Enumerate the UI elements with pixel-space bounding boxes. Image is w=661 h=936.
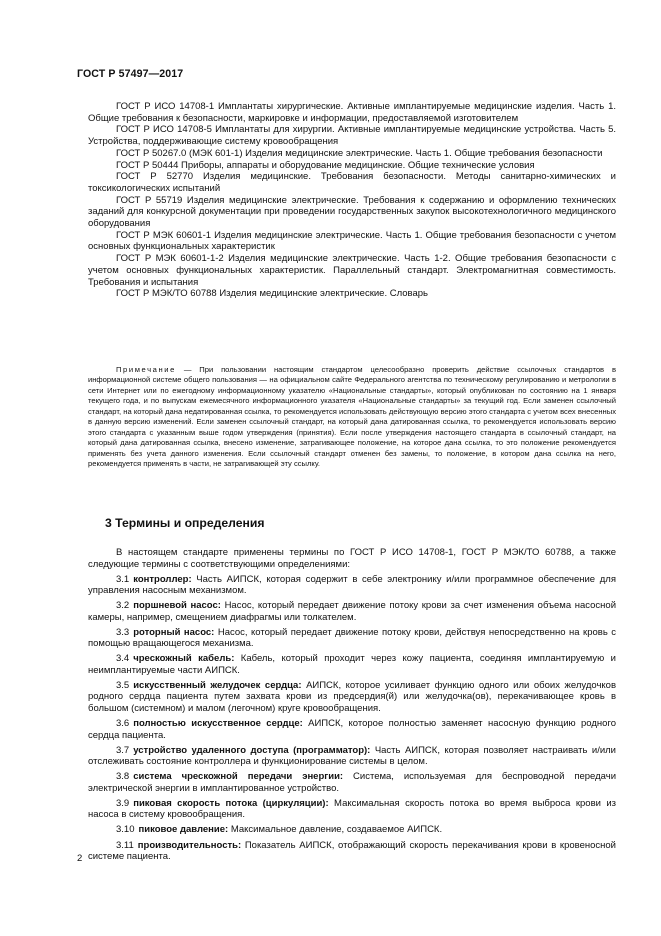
reference-item: ГОСТ Р 50444 Приборы, аппараты и оборудование медицинские. Общие технические условия <box>116 159 535 171</box>
term-number: 3.3 <box>116 626 130 638</box>
term-definition: Система, используемая для беспроводной передачи электрической энергии в имплантированное устройство. <box>88 771 616 794</box>
term-entry <box>88 745 616 768</box>
term-number: 3.10 <box>116 824 135 836</box>
term-definition: Максимальное давление, создаваемое АИПСК. <box>228 824 443 836</box>
term-name: роторный насос: <box>133 626 215 638</box>
term-definition: Кабель, который проходит через кожу пациента, соединяя имплантируемую и неимплантируемые части АИПСК. <box>88 653 616 676</box>
term-name: чрескожный кабель: <box>133 653 235 665</box>
term-name: устройство удаленного доступа (программатор): <box>133 744 371 756</box>
reference-item: ГОСТ Р МЭК 60601-1 Изделия медицинские электрические. Часть 1. Общие требования безопасности с учетом основных функциональных характеристик <box>88 229 616 253</box>
reference-item: ГОСТ Р 52770 Изделия медицинские. Требования безопасности. Методы санитарно-химических и токсикологических испытаний <box>88 171 616 194</box>
term-number: 3.4 <box>116 653 130 665</box>
term-entry <box>88 824 616 836</box>
term-name: производительность: <box>137 839 242 851</box>
term-entry <box>88 798 616 821</box>
term-definition: Часть АИПСК, которая позволяет настраивать и/или отслеживать состояние контроллера и функционирование системы в целом. <box>88 744 616 768</box>
term-name: искусственный желудочек сердца: <box>133 679 302 691</box>
term-number: 3.1 <box>116 573 130 585</box>
note-paragraph <box>88 365 616 470</box>
term-entry <box>88 680 616 715</box>
term-name: контроллер: <box>133 573 192 585</box>
reference-item: ГОСТ Р ИСО 14708-1 Имплантаты хирургические. Активные имплантируемые медицинские изделия. Часть 1. Общие требования к безопасности, маркировке и информации, предоставляемой изготовителем <box>88 101 616 124</box>
term-entry <box>88 653 616 676</box>
section-intro: В настоящем стандарте применены термины по ГОСТ Р ИСО 14708-1, ГОСТ Р МЭК/ТО 60788, а также следующие термины с соответствующими определениями: <box>88 547 616 570</box>
section-title: 3 Термины и определения <box>105 516 265 530</box>
term-entry <box>88 600 616 623</box>
note-text: — При пользовании настоящим стандартом целесообразно проверить действие ссылочных стандартов в информационной системе общего пользования — на официальном сайте Федерального агентства по техническому регулированию и метрологии в сети Интернет или по ежегодному информационному указателю «Национальные стандарты», который опубликован по состоянию на 1 января текущего года, и по выпускам ежемесячного информационного указателя «Национальные стандарты» за текущий год. Если заменен ссылочный стандарт, на который дана недатированная ссылка, то рекомендуется использовать действующую версию этого стандарта с учетом всех внесенных в данную версию изменений. Если заменен ссылочный стандарт, на который дана датированная ссылка, то рекомендуется использовать версию этого стандарта с указанным выше годом утверждения (принятия). Если после утверждения настоящего стандарта в ссылочный стандарт, на который дана датированная ссылка, внесено изменение, затрагивающее положение, на которое дана ссылка, то это положение рекомендуется применять без учета данного изменения. Если ссылочный стандарт отменен без замены, то положение, в котором дана ссылка на него, рекомендуется применять в части, не затрагивающей эту ссылку. <box>88 365 616 469</box>
term-definition: Насос, который передает движение потоку крови, действуя непосредственно на кровь с помощью вращающегося механизма. <box>88 626 617 650</box>
term-number: 3.7 <box>116 744 130 756</box>
term-number: 3.8 <box>116 771 130 783</box>
term-definition: Часть АИПСК, которая содержит в себе электронику и/или программное обеспечение для управления насосным механизмом. <box>88 573 616 597</box>
term-entry <box>88 718 616 741</box>
term-number: 3.2 <box>116 600 130 612</box>
reference-item: ГОСТ Р 55719 Изделия медицинские электрические. Требования к содержанию и оформлению технических заданий для конкурсной документации при проведении государственных закупок высокотехнологичного медицинского оборудования <box>88 194 616 230</box>
term-entry <box>88 771 616 794</box>
term-name: пиковая скорость потока (циркуляции): <box>133 797 329 809</box>
term-name: поршневой насос: <box>133 600 221 612</box>
term-definition: Насос, который передает движение потоку крови за счет изменения объема насосной камеры, например, смещением диафрагмы или толкателем. <box>88 600 616 623</box>
term-name: система чрескожной передачи энергии: <box>133 771 344 783</box>
term-name: пиковое давление: <box>138 824 229 836</box>
reference-item: ГОСТ Р ИСО 14708-5 Имплантаты для хирургии. Активные имплантируемые медицинские устройства. Часть 5. Устройства, поддерживающие систему кровообращения <box>88 124 616 148</box>
term-entry <box>88 574 616 597</box>
term-definition: Показатель АИПСК, отображающий скорость перекачивания крови в кровеносной системе пациента. <box>88 839 616 863</box>
document-header: ГОСТ Р 57497—2017 <box>77 68 184 80</box>
normative-references-list <box>88 101 616 300</box>
reference-item: ГОСТ Р МЭК 60601-1-2 Изделия медицинские электрические. Часть 1-2. Общие требования безопасности с учетом основных функциональных характеристик. Параллельный стандарт. Электромагнитная совместимость. Требования и испытания <box>88 253 616 288</box>
term-definition: АИПСК, которое полностью заменяет насосную функцию родного сердца пациента. <box>88 718 616 741</box>
term-entry <box>88 627 616 650</box>
term-definition: АИПСК, которое усиливает функцию одного или обоих желудочков родного сердца пациента путем захвата крови из предсердия(й) или желудочка(ов), перекачивающее кровь в большом (системном) и малом (легочном) круге кровообращения. <box>88 679 616 714</box>
term-definition: Максимальная скорость потока во время выброса крови из насоса в систему кровообращения. <box>88 797 616 821</box>
reference-item: ГОСТ Р МЭК/ТО 60788 Изделия медицинские электрические. Словарь <box>116 288 428 300</box>
term-number: 3.6 <box>116 718 130 730</box>
page-number: 2 <box>77 853 83 864</box>
term-number: 3.5 <box>116 679 130 691</box>
note-lead: Примечание <box>116 365 176 374</box>
terms-list <box>88 547 616 866</box>
term-number: 3.11 <box>116 839 134 851</box>
reference-item: ГОСТ Р 50267.0 (МЭК 601-1) Изделия медицинские электрические. Часть 1. Общие требования безопасности <box>116 147 603 159</box>
term-name: полностью искусственное сердце: <box>133 718 303 730</box>
term-entry <box>88 840 616 863</box>
term-number: 3.9 <box>116 797 130 809</box>
